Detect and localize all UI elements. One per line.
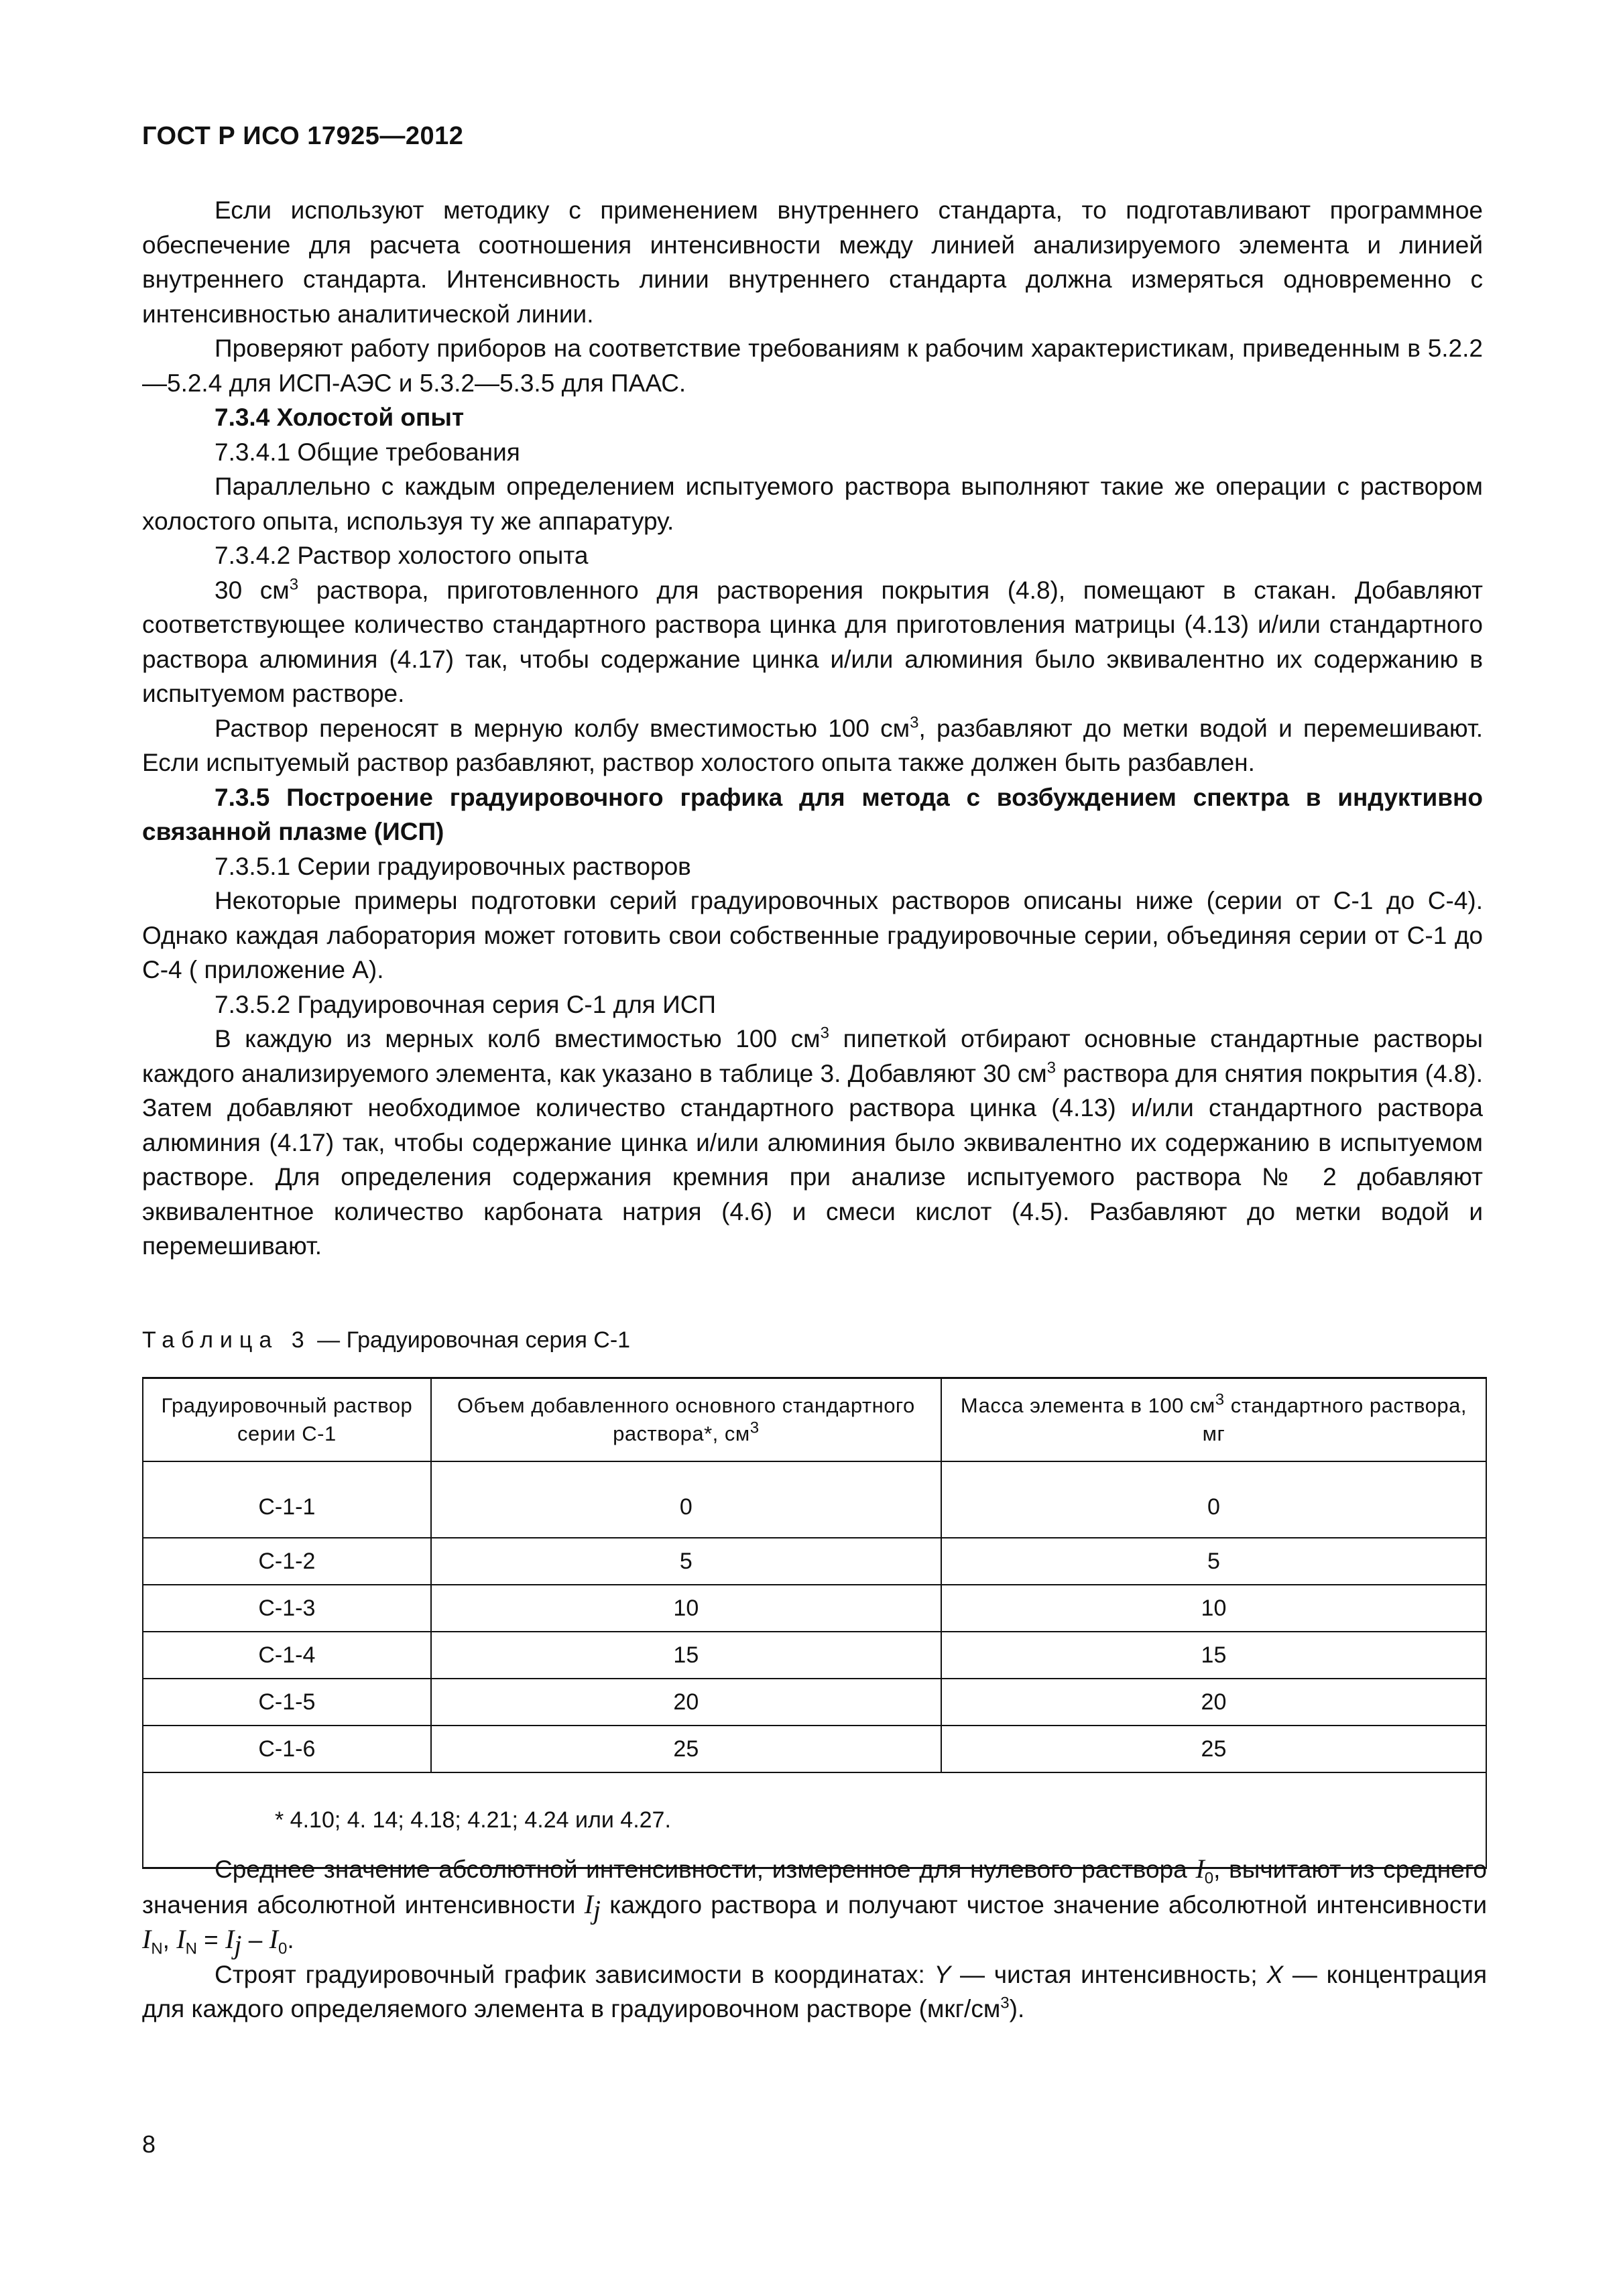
table-cell: 25 — [941, 1726, 1486, 1772]
column-header: Градуировочный раствор серии С-1 — [143, 1378, 431, 1462]
body-text-after-table — [142, 1852, 1487, 2027]
body-text — [142, 193, 1483, 1264]
table-cell: 0 — [941, 1461, 1486, 1538]
paragraph: Некоторые примеры подготовки серий градуировочных растворов описаны ниже (серии от С-1 до С-4). Однако каждая лаборатория может готовить свои собственные градуировочные серии, объединяя серии от С-1 до С-4 ( приложение А). — [142, 887, 1483, 983]
section-heading-7-3-5: 7.3.5 Построение градуировочного графика для метода с возбуждением спектра в индуктивно связанной плазме (ИСП) — [142, 783, 1483, 845]
table-row — [143, 1679, 1486, 1726]
table-caption: Таблица 3 — Градуировочная серия С-1 — [142, 1327, 631, 1353]
subsection-heading-7-3-5-1: 7.3.5.1 Серии градуировочных растворов — [215, 852, 691, 880]
table-cell: С-1-2 — [143, 1538, 431, 1585]
table-cell: 25 — [431, 1726, 941, 1772]
paragraph: 30 $см^3$ раствора, приготовленного для растворения покрытия (4.8), помещают в стакан. Добавляют соответствующее количество стандартного раствора цинка для приготовления матрицы (4.13) и/или стандартного раствора алюминия (4.17) так, чтобы содержание цинка и/или алюминия было эквивалентно их содержанию в испытуемом растворе. — [142, 575, 1484, 707]
table-cell: 5 — [941, 1538, 1486, 1585]
page-number: 8 — [142, 2130, 156, 2158]
subsection-heading-7-3-4-1: 7.3.4.1 Общие требования — [215, 438, 520, 466]
table-3 — [142, 1377, 1487, 1869]
table-cell: С-1-4 — [143, 1632, 431, 1679]
table-row — [143, 1585, 1486, 1632]
table-footnote: * 4.10; 4. 14; 4.18; 4.21; 4.24 или 4.27. — [143, 1772, 1486, 1868]
subsection-heading-7-3-4-2: 7.3.4.2 Раствор холостого опыта — [215, 542, 589, 569]
table-cell: С-1-3 — [143, 1585, 431, 1632]
table-cell: 20 — [431, 1679, 941, 1726]
table-cell: 5 — [431, 1538, 941, 1585]
table-row — [143, 1632, 1486, 1679]
table-cell: 15 — [941, 1632, 1486, 1679]
table-row — [143, 1726, 1486, 1772]
table-row — [143, 1538, 1486, 1585]
table-cell: С-1-1 — [143, 1461, 431, 1538]
table-cell: 10 — [941, 1585, 1486, 1632]
table-cell: 20 — [941, 1679, 1486, 1726]
column-header: Объем добавленного основного стандартного раствора*, $см^3$ — [431, 1378, 941, 1462]
table-cell: С-1-5 — [143, 1679, 431, 1726]
paragraph: Среднее значение абсолютной интенсивности, измеренное для нулевого раствора $I_0$, вычитают из среднего значения абсолютной интенсивности $I_j$ каждого раствора и получают чистое значение абсолютной интенсивности $I_N$, $I_N = I_j - I_0$. — [142, 1854, 1488, 1960]
section-heading-7-3-4: 7.3.4 Холостой опыт — [215, 404, 465, 431]
subsection-heading-7-3-5-2: 7.3.5.2 Градуировочная серия С-1 для ИСП — [215, 990, 717, 1018]
paragraph: Параллельно с каждым определением испытуемого раствора выполняют такие же операции с раствором холостого опыта, используя ту же аппаратуру. — [142, 473, 1483, 535]
table-cell: С-1-6 — [143, 1726, 431, 1772]
document-header: ГОСТ Р ИСО 17925—2012 — [142, 122, 464, 150]
paragraph: Проверяют работу приборов на соответствие требованиям к рабочим характеристикам, приведенным в 5.2.2—5.2.4 для ИСП-АЭС и 5.3.2—5.3.5 для ПААС. — [142, 335, 1483, 397]
paragraph: Если используют методику с применением внутреннего стандарта, то подготавливают программное обеспечение для расчета соотношения интенсивности между линией анализируемого элемента и линией внутреннего стандарта. Интенсивность линии внутреннего стандарта должна измеряться одновременно с интенсивностью аналитической линии. — [142, 196, 1483, 328]
table-row — [143, 1461, 1486, 1538]
paragraph: Строят градуировочный график зависимости в координатах: Y — чистая интенсивность; X — концентрация для каждого определяемого элемента в градуировочном растворе $(мкг/см^3)$. — [142, 1960, 1487, 2022]
column-header: Масса элемента в 100 $см^3$ стандартного раствора, мг — [941, 1378, 1486, 1462]
table-cell: 10 — [431, 1585, 941, 1632]
paragraph: Раствор переносят в мерную колбу вместимостью 100 $см^3$, разбавляют до метки водой и перемешивают. Если испытуемый раствор разбавляют, раствор холостого опыта также должен быть разбавлен. — [142, 713, 1483, 776]
table-cell: 15 — [431, 1632, 941, 1679]
table-cell: 0 — [431, 1461, 941, 1538]
paragraph: В каждую из мерных колб вместимостью 100 $см^3$ пипеткой отбирают основные стандартные растворы каждого анализируемого элемента, как указано в таблице 3. Добавляют 30 $см^3$ раствора для снятия покрытия (4.8). Затем добавляют необходимое количество стандартного раствора цинка (4.13) и/или стандартного раствора алюминия (4.17) так, чтобы содержание цинка и/или алюминия было эквивалентно их содержанию в испытуемом растворе. Для определения содержания кремния при анализе испытуемого раствора № 2 добавляют эквивалентное количество карбоната натрия (4.6) и смеси кислот (4.5). Разбавляют до метки водой и перемешивают. — [142, 1024, 1483, 1260]
